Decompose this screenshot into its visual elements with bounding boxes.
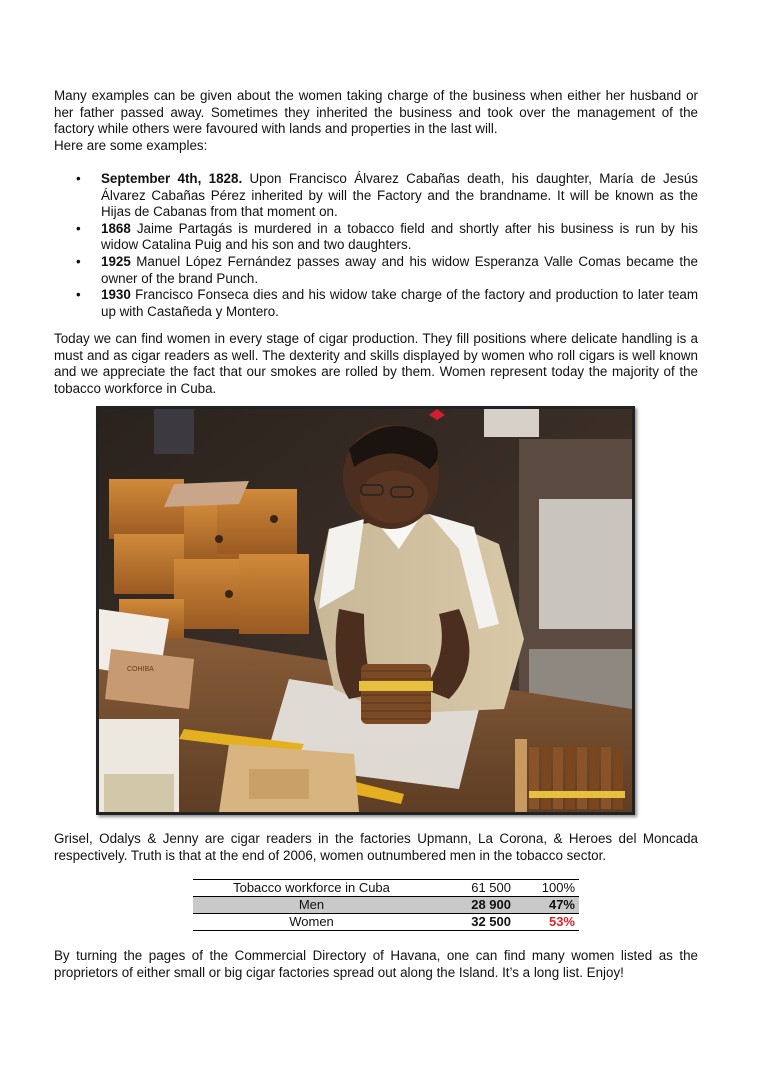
cigar-factory-photo xyxy=(96,406,635,815)
closing-paragraph: By turning the pages of the Commercial Directory of Havana, one can find many women listed as the proprietors of either small or big cigar factories spread out along the Island. It’s a long list. Enjoy! xyxy=(54,948,698,980)
example-date: 1868 xyxy=(101,220,131,236)
row-percent: 100% xyxy=(515,880,579,897)
table-row xyxy=(193,897,579,914)
row-label: Tobacco workforce in Cuba xyxy=(193,880,430,897)
example-date: 1930 xyxy=(101,287,131,303)
table-row xyxy=(193,914,579,931)
caption-section xyxy=(54,831,698,864)
bullet-icon: • xyxy=(76,220,81,236)
list-item xyxy=(54,287,698,320)
envelope-label: COHIBA xyxy=(127,666,154,673)
closing-section xyxy=(54,948,698,981)
list-item xyxy=(54,171,698,221)
photo-illustration xyxy=(99,409,632,812)
row-count: 32 500 xyxy=(430,914,515,931)
example-text: Francisco Fonseca dies and his widow take charge of the factory and production to later team up with Castañeda y Montero. xyxy=(101,287,698,319)
today-section xyxy=(54,331,698,397)
examples-section xyxy=(54,171,698,320)
row-label: Women xyxy=(193,914,430,931)
list-item xyxy=(54,254,698,287)
row-percent-highlight: 53% xyxy=(515,914,579,931)
list-item xyxy=(54,221,698,254)
bullet-icon: • xyxy=(76,287,81,303)
example-text: Jaime Partagás is murdered in a tobacco field and shortly after his business is run by his widow Catalina Puig and his son and two daughters. xyxy=(101,220,698,253)
examples-list xyxy=(54,171,698,320)
bullet-icon: • xyxy=(76,171,81,186)
bullet-icon: • xyxy=(76,253,81,269)
example-date: September 4th, 1828. xyxy=(101,171,243,186)
row-count: 28 900 xyxy=(430,897,515,914)
row-count: 61 500 xyxy=(430,880,515,897)
intro-section xyxy=(54,88,698,154)
intro-paragraph: Many examples can be given about the women taking charge of the business when either her husband or her father passed away. Sometimes they inherited the business and took over the management of the factory while others were favoured with lands and properties in the last will. xyxy=(54,88,698,137)
workforce-table xyxy=(193,879,579,931)
example-text: Upon Francisco Álvarez Cabañas death, his daughter, María de Jesús Álvarez Cabañas Pérez inherited by will the Factory and the brandname. It will be known as the Hijas de Cabanas from that moment on. xyxy=(101,171,698,220)
row-label: Men xyxy=(193,897,430,914)
example-text: Manuel López Fernández passes away and his widow Esperanza Valle Comas became the owner of the brand Punch. xyxy=(101,253,698,286)
today-paragraph: Today we can find women in every stage of cigar production. They fill positions where delicate handling is a must and as cigar readers as well. The dexterity and skills displayed by women who roll cigars is well known and we appreciate the fact that our smokes are rolled by them. Women represent today the majority of the tobacco workforce in Cuba. xyxy=(54,331,698,396)
caption-paragraph: Grisel, Odalys & Jenny are cigar readers in the factories Upmann, La Corona, & Heroes del Moncada respectively. Truth is that at the end of 2006, women outnumbered men in the tobacco sector. xyxy=(54,831,698,863)
row-percent: 47% xyxy=(515,897,579,914)
intro-lead: Here are some examples: xyxy=(54,137,208,153)
table-row xyxy=(193,880,579,897)
example-date: 1925 xyxy=(101,253,131,269)
